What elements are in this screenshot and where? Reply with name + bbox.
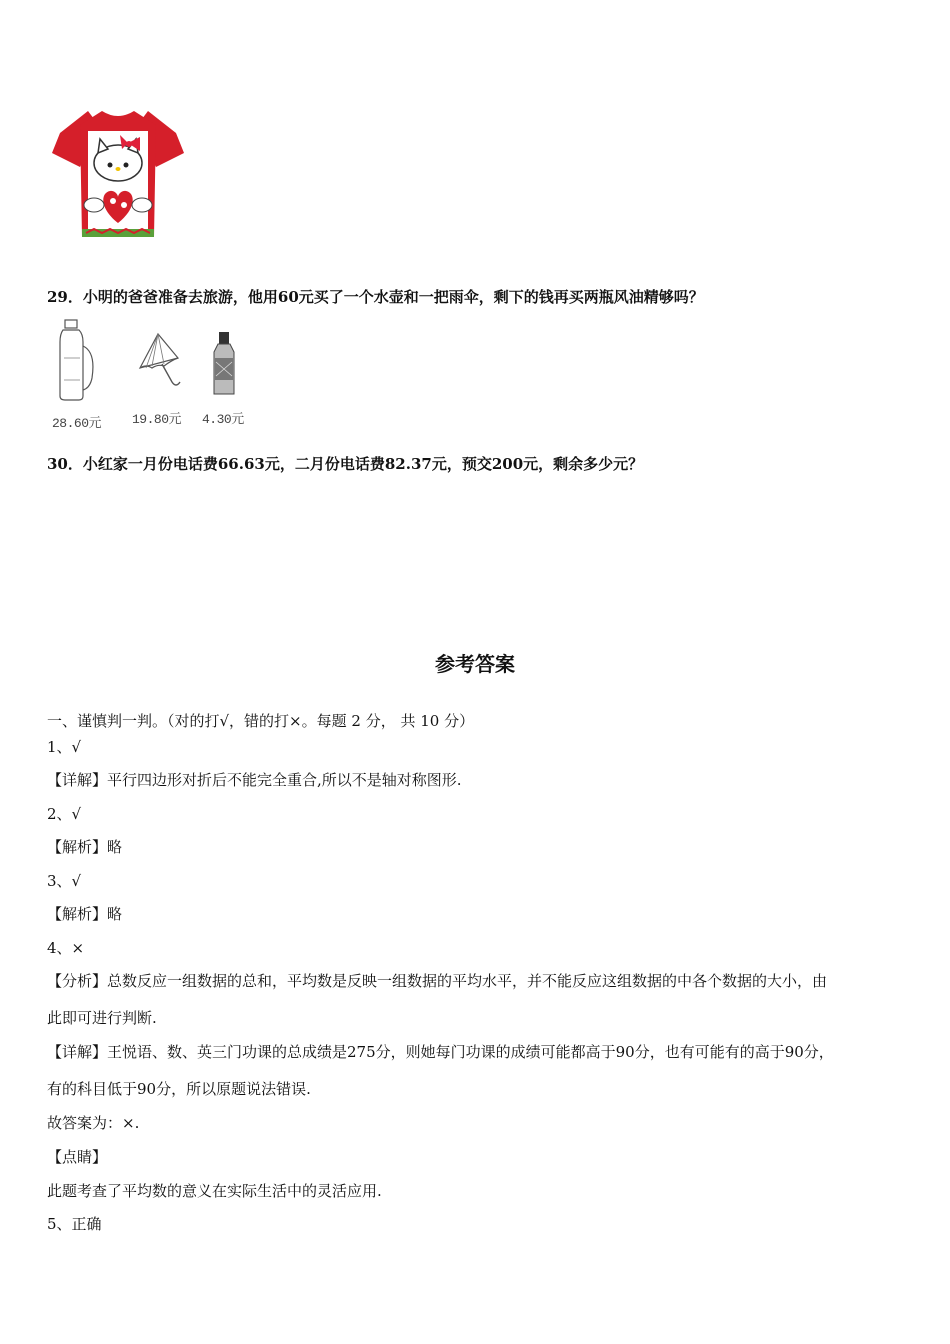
umbrella-icon: [132, 330, 184, 396]
answer-4: 4、×: [47, 939, 85, 957]
tshirt-image: [50, 105, 186, 245]
oil-bottle-icon: [202, 330, 246, 396]
answer-2: 2、√: [47, 805, 82, 823]
answer-4-detail-line2: 有的科目低于90分，所以原题说法错误.: [47, 1080, 311, 1098]
answer-4-tip-label: 【点睛】: [47, 1148, 108, 1166]
answer-4-analysis-line1: 【分析】总数反应一组数据的总和，平均数是反映一组数据的平均水平，并不能反应这组数据的中各个数据的大小，由: [47, 972, 828, 990]
price-oil-bottle: 4.30元: [202, 412, 244, 427]
answers-title: 参考答案: [435, 652, 515, 676]
price-umbrella: 19.80元: [132, 412, 182, 427]
section-1-heading: 一、谨慎判一判。（对的打√，错的打×。每题 2 分， 共 10 分）: [47, 712, 475, 730]
answer-1: 1、√: [47, 738, 82, 756]
question-29: 29．小明的爸爸准备去旅游，他用60元买了一个水壶和一把雨伞，剩下的钱再买两瓶风油精够吗？: [47, 288, 704, 306]
item-umbrella: [132, 330, 192, 428]
answer-3: 3、√: [47, 872, 82, 890]
answer-4-detail-line1: 【详解】王悦语、数、英三门功课的总成绩是275分，则她每门功课的成绩可能都高于90分，也有可能有的高于90分，: [47, 1043, 834, 1061]
question-30: 30．小红家一月份电话费66.63元，二月份电话费82.37元，预交200元，剩余多少元？: [47, 455, 644, 473]
answer-1-detail: 【详解】平行四边形对折后不能完全重合,所以不是轴对称图形.: [47, 771, 462, 789]
price-water-bottle: 28.60元: [52, 416, 102, 431]
answer-4-analysis-line2: 此即可进行判断.: [47, 1009, 157, 1027]
water-bottle-icon: [52, 318, 102, 402]
answer-2-detail: 【解析】略: [47, 838, 123, 856]
tshirt-icon: [50, 105, 186, 245]
answer-3-detail: 【解析】略: [47, 905, 123, 923]
answer-5: 5、正确: [47, 1215, 102, 1233]
answer-4-conclusion: 故答案为：×.: [47, 1114, 140, 1132]
item-oil-bottle: [202, 330, 262, 428]
item-water-bottle: [52, 318, 112, 431]
answer-4-tip: 此题考查了平均数的意义在实际生活中的灵活应用.: [47, 1182, 382, 1200]
